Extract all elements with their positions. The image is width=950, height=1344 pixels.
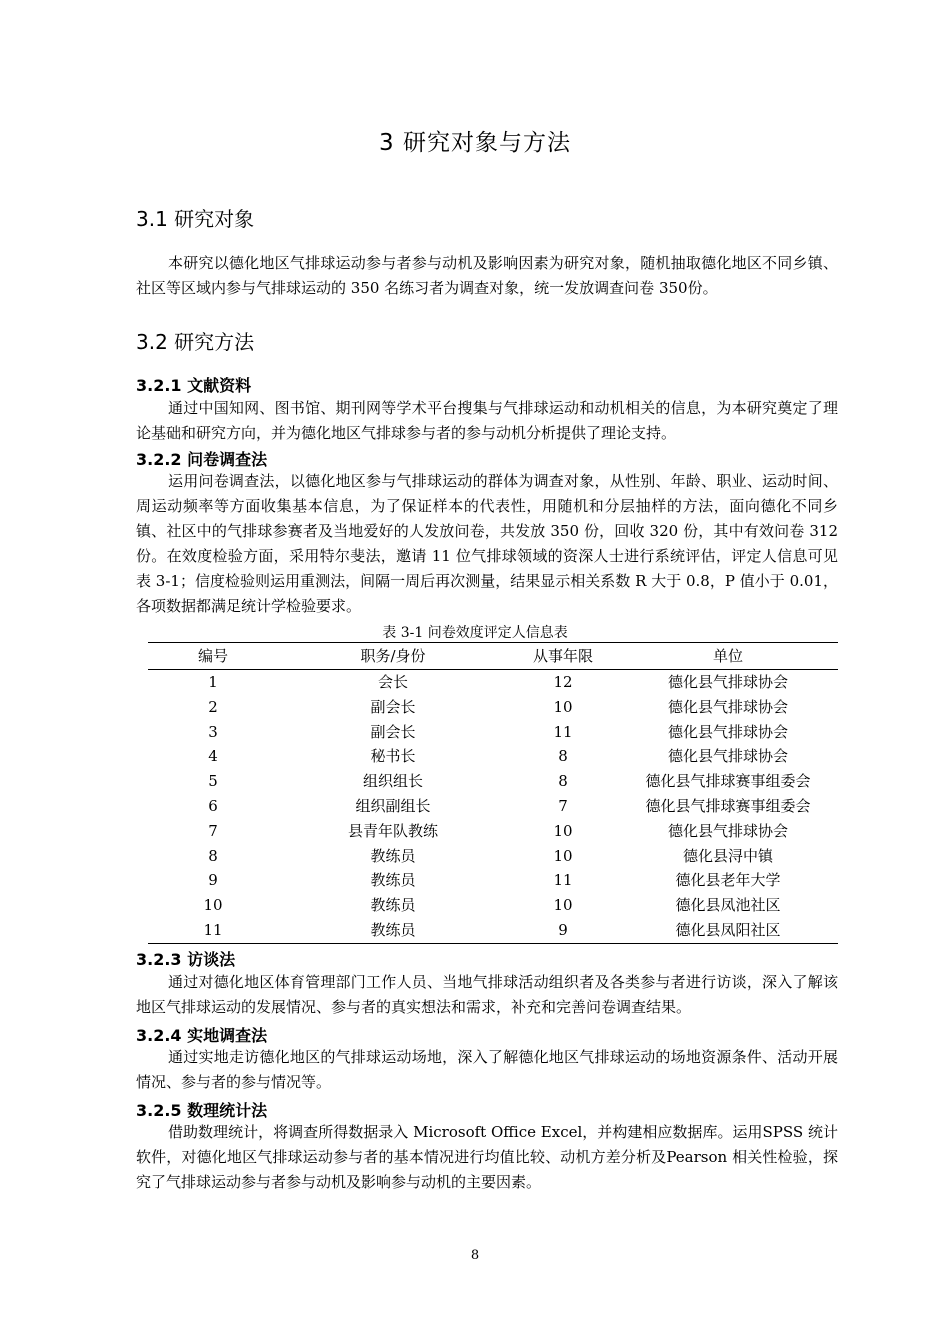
cell-years: 10: [553, 697, 573, 716]
cell-position: 教练员: [370, 846, 416, 865]
cell-number: 3: [208, 722, 218, 741]
cell-years: 10: [553, 846, 573, 865]
cell-position: 教练员: [370, 871, 416, 890]
table-row: [148, 819, 838, 844]
cell-number: 8: [208, 846, 218, 865]
header-position: 职务/身份: [360, 647, 426, 665]
header-years: 从事年限: [532, 647, 593, 665]
cell-unit: 德化县气排球协会: [667, 673, 788, 691]
cell-number: 11: [203, 920, 223, 939]
cell-position: 组织组长: [362, 772, 423, 791]
cell-number: 1: [208, 673, 218, 691]
table-row: [148, 769, 838, 794]
subsection-heading-3-2-5: 3.2.5 数理统计法: [136, 1101, 268, 1120]
paragraph-3-1: 本研究以德化地区气排球运动参与者参与动机及影响因素为研究对象，随机抽取德化地区不同乡镇、社区等区域内参与气排球运动的 350 名练习者为调查对象，统一发放调查问卷 350份。: [136, 254, 838, 297]
cell-number: 4: [208, 747, 218, 766]
cell-years: 10: [553, 896, 573, 915]
table-row: [148, 868, 838, 893]
cell-unit: 德化县气排球协会: [667, 821, 788, 840]
table-row: [148, 695, 838, 720]
cell-number: 10: [203, 896, 223, 915]
cell-number: 9: [208, 871, 218, 890]
evaluator-table: [148, 642, 838, 944]
table-caption: 表 3-1 问卷效度评定人信息表: [382, 625, 568, 641]
cell-number: 2: [208, 697, 218, 716]
cell-position: 秘书长: [370, 747, 416, 766]
cell-years: 10: [553, 821, 573, 840]
cell-unit: 德化县凤池社区: [675, 896, 781, 915]
table-row: [148, 893, 838, 918]
cell-unit: 德化县气排球协会: [667, 722, 788, 741]
cell-years: 8: [558, 772, 568, 791]
cell-unit: 德化县老年大学: [675, 871, 781, 890]
table-row: [148, 794, 838, 819]
paragraph-3-2-3: 通过对德化地区体育管理部门工作人员、当地气排球活动组织者及各类参与者进行访谈，深入了解该地区气排球运动的发展情况、参与者的真实想法和需求，补充和完善问卷调查结果。: [136, 973, 838, 1016]
table-header-row: [148, 643, 838, 670]
cell-years: 7: [558, 796, 568, 815]
cell-years: 11: [553, 871, 573, 890]
paragraph-3-2-2: 运用问卷调查法，以德化地区参与气排球运动的群体为调查对象，从性别、年龄、职业、运动时间、周运动频率等方面收集基本信息，为了保证样本的代表性，用随机和分层抽样的方法，面向德化不同乡镇、社区中的气排球参赛者及当地爱好的人发放问卷，共发放 350 份，回收 320 份，其中有效问卷 312 份。在效度检验方面，采用特尔斐法，邀请 11 位气排球领域的资深人士进行系统评估，评定人信息可见表 3-1；信度检验则运用重测法，间隔一周后再次测量，结果显示相关系数 R 大于 0.8，P 值小于 0.01，各项数据都满足统计学检验要求。: [136, 472, 838, 615]
table-row: [148, 844, 838, 869]
paragraph-3-2-4: 通过实地走访德化地区的气排球运动场地，深入了解德化地区气排球运动的场地资源条件、活动开展情况、参与者的参与情况等。: [136, 1048, 838, 1091]
cell-position: 副会长: [370, 722, 416, 741]
cell-number: 5: [208, 772, 218, 791]
cell-position: 会长: [377, 673, 408, 691]
cell-unit: 德化县浔中镇: [682, 846, 773, 865]
page-number: 8: [470, 1248, 480, 1263]
cell-years: 12: [553, 673, 573, 691]
cell-unit: 德化县气排球协会: [667, 747, 788, 766]
chapter-title: 3 研究对象与方法: [379, 130, 571, 156]
header-unit: 单位: [712, 647, 743, 665]
cell-position: 副会长: [370, 697, 416, 716]
subsection-heading-3-2-1: 3.2.1 文献资料: [136, 376, 252, 395]
cell-years: 8: [558, 747, 568, 766]
subsection-heading-3-2-3: 3.2.3 访谈法: [136, 950, 236, 969]
cell-years: 9: [558, 920, 568, 939]
paragraph-3-2-5: 借助数理统计，将调查所得数据录入 Microsoft Office Excel，并构建相应数据库。运用SPSS 统计软件，对德化地区气排球运动参与者的基本情况进行均值比较、动机方差分析及Pearson 相关性检验，探究了气排球运动参与者参与动机及影响参与动机的主要因素。: [136, 1123, 838, 1191]
cell-number: 6: [208, 796, 218, 815]
cell-unit: 德化县气排球赛事组委会: [645, 796, 811, 815]
cell-position: 教练员: [370, 920, 416, 939]
subsection-heading-3-2-2: 3.2.2 问卷调查法: [136, 450, 268, 469]
cell-unit: 德化县凤阳社区: [675, 920, 781, 939]
section-heading-3-1: 3.1 研究对象: [136, 207, 255, 231]
cell-position: 县青年队教练: [347, 821, 438, 840]
cell-position: 组织副组长: [355, 796, 431, 815]
cell-position: 教练员: [370, 896, 416, 915]
cell-years: 11: [553, 722, 573, 741]
cell-number: 7: [208, 821, 218, 840]
section-heading-3-2: 3.2 研究方法: [136, 330, 255, 354]
table-row: [148, 670, 838, 695]
table-row: [148, 744, 838, 769]
paragraph-3-2-1: 通过中国知网、图书馆、期刊网等学术平台搜集与气排球运动和动机相关的信息，为本研究奠定了理论基础和研究方向，并为德化地区气排球参与者的参与动机分析提供了理论支持。: [136, 399, 838, 442]
cell-unit: 德化县气排球协会: [667, 697, 788, 716]
cell-unit: 德化县气排球赛事组委会: [645, 772, 811, 791]
subsection-heading-3-2-4: 3.2.4 实地调查法: [136, 1026, 268, 1045]
table-row: [148, 918, 838, 943]
table-row: [148, 720, 838, 745]
header-number: 编号: [197, 647, 228, 665]
